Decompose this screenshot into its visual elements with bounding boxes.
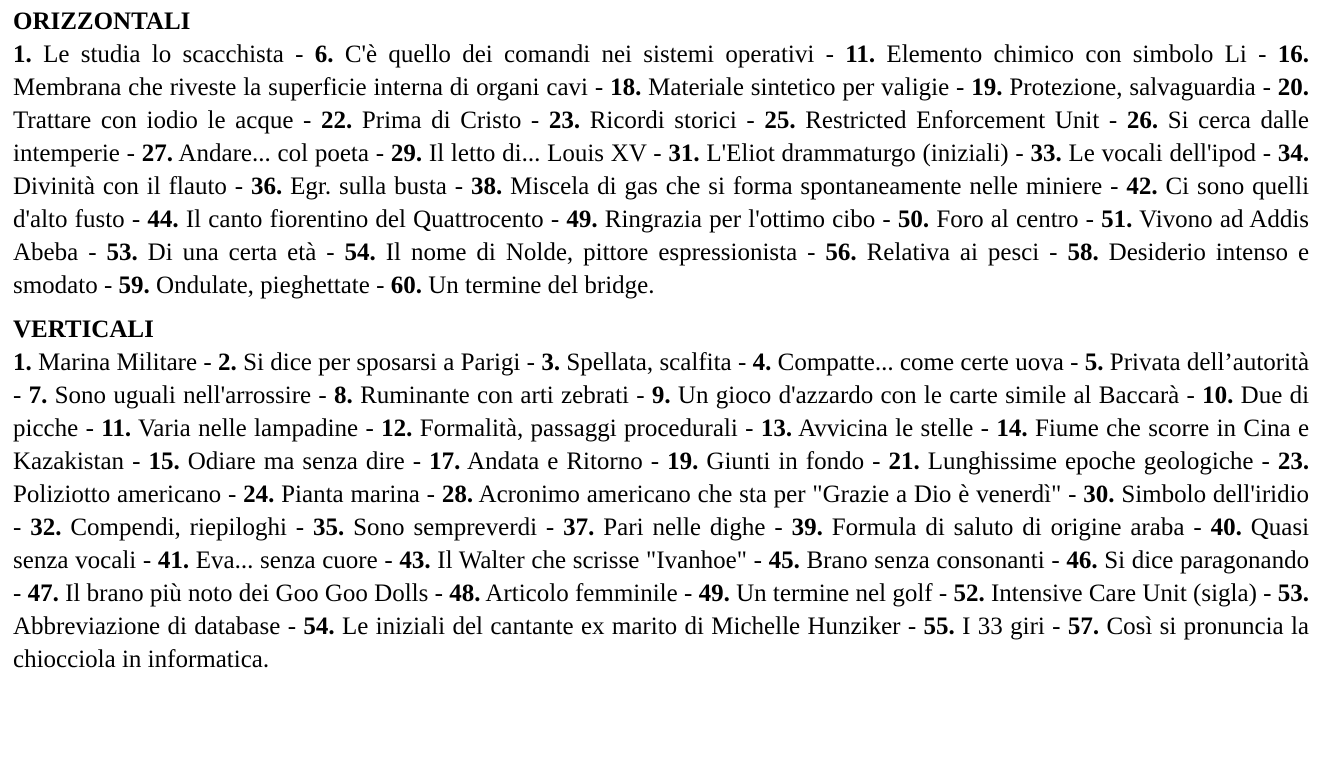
clue-number: 25.: [764, 107, 796, 134]
clue-number: 1.: [13, 41, 32, 68]
clue-text: Il brano più noto dei Goo Goo Dolls: [65, 580, 429, 607]
clue: [315, 41, 815, 68]
clue-text: Due di picche: [13, 382, 1310, 442]
clue-text: Il letto di... Louis XV: [428, 140, 647, 167]
clue-number: 40.: [1210, 514, 1242, 541]
clue-number: 51.: [1101, 206, 1133, 233]
clue-number: 38.: [471, 173, 503, 200]
clue: [147, 206, 543, 233]
clue-text: Avvicina le stelle: [798, 415, 974, 442]
clue-text: Intensive Care Unit (sigla): [990, 580, 1257, 607]
clue: [399, 547, 747, 574]
clue: [321, 107, 521, 134]
clue-text: Miscela di gas che si forma spontaneamente nelle miniere: [510, 173, 1103, 200]
clue-number: 55.: [923, 613, 955, 640]
clue-list-orizzontali: 1. Le studia lo scacchista - 6. C'è quello dei comandi nei sistemi operativi - 11. Elemento chimico con simbolo Li - 16. Membrana che riveste la superficie interna di organi cavi - 18. Materiale sintetico per valigie - 19. Protezione, salvaguardia - 20. Trattare con iodio le acque - 22. Prima di Cristo - 23. Ricordi storici - 25. Restricted Enforcement Unit - 26. Si cerca dalle intemperie - 27. Andare... col poeta - 29. Il letto di... Louis XV - 31. L'Eliot drammaturgo (iniziali) - 33. Le vocali dell'ipod - 34. Divinità con il flauto - 36. Egr. sulla busta - 38. Miscela di gas che si forma spontaneamente nelle miniere - 42. Ci sono quelli d'alto fusto - 44. Il canto fiorentino del Quattrocento - 49. Ringrazia per l'ottimo cibo - 50. Foro al centro - 51. Vivono ad Addis Abeba - 53. Di una certa età - 54. Il nome di Nolde, pittore espressionista - 56. Relativa ai pesci - 58. Desiderio intenso e smodato - 59. Ondulate, pieghettate - 60. Un termine del bridge.: [13, 41, 1310, 299]
clue: [391, 140, 647, 167]
clue: [792, 514, 1185, 541]
clue: [668, 140, 1008, 167]
clue-number: 60.: [390, 272, 422, 299]
clue-number: 1.: [13, 349, 32, 376]
clue-number: 45.: [768, 547, 800, 574]
clue-number: 47.: [27, 580, 59, 607]
clue-number: 4.: [752, 349, 772, 376]
clue-number: 22.: [320, 107, 353, 134]
clue-number: 7.: [28, 382, 48, 409]
clue: [541, 349, 731, 376]
clue: [845, 41, 1247, 68]
clue: [303, 613, 900, 640]
clue-text: Acronimo americano che sta per "Grazie a Dio è venerdì": [478, 481, 1062, 508]
clue-text: Foro al centro: [936, 206, 1079, 233]
clue-text: Poliziotto americano: [13, 481, 222, 508]
clue-number: 43.: [399, 547, 431, 574]
clue: [563, 514, 765, 541]
clue: [1066, 547, 1309, 574]
clue-text: Formalità, passaggi procedurali: [419, 415, 738, 442]
clue-number: 8.: [334, 382, 353, 409]
clue-number: 19.: [971, 74, 1003, 101]
clue: [158, 547, 378, 574]
clue-text: Marina Militare: [38, 349, 198, 376]
clue-text: Compatte... come certe uova: [777, 349, 1064, 376]
clue-number: 24.: [243, 481, 275, 508]
clue-text: Materiale sintetico per valigie: [648, 74, 950, 101]
clue-number: 57.: [1067, 613, 1100, 640]
clue: [106, 239, 316, 266]
clue-number: 53.: [106, 239, 138, 266]
clue-text: Le studia lo scacchista: [43, 41, 284, 68]
clue-number: 33.: [1030, 140, 1062, 167]
clue-number: 18.: [610, 74, 642, 101]
section-orizzontali: [13, 6, 1309, 302]
clue-text: C'è quello dei comandi nei sistemi operativi: [344, 41, 815, 68]
clue-number: 48.: [449, 580, 481, 607]
clue: [442, 481, 1061, 508]
clue-text: Sono uguali nell'arrossire: [54, 382, 312, 409]
clue-text: Prima di Cristo: [361, 107, 522, 134]
clue-list-verticali: 1. Marina Militare - 2. Si dice per sposarsi a Parigi - 3. Spellata, scalfita - 4. Compatte... come certe uova - 5. Privata dell’autorità - 7. Sono uguali nell'arrossire - 8. Ruminante con arti zebrati - 9. Un gioco d'azzardo con le carte simile al Baccarà - 10. Due di picche - 11. Varia nelle lampadine - 12. Formalità, passaggi procedurali - 13. Avvicina le stelle - 14. Fiume che scorre in Cina e Kazakistan - 15. Odiare ma senza dire - 17. Andata e Ritorno - 19. Giunti in fondo - 21. Lunghissime epoche geologiche - 23. Poliziotto americano - 24. Pianta marina - 28. Acronimo americano che sta per "Grazie a Dio è venerdì" - 30. Simbolo dell'iridio - 32. Compendi, riepiloghi - 35. Sono sempreverdi - 37. Pari nelle dighe - 39. Formula di saluto di origine araba - 40. Quasi senza vocali - 41. Eva... senza cuore - 43. Il Walter che scrisse "Ivanhoe" - 45. Brano senza consonanti - 46. Si dice paragonando - 47. Il brano più noto dei Goo Goo Dolls - 48. Articolo femminile - 49. Un termine nel golf - 52. Intensive Care Unit (sigla) - 53. Abbreviazione di database - 54. Le iniziali del cantante ex marito di Michelle Hunziker - 55. I 33 giri - 57. Così si pronuncia la chiocciola in informatica.: [13, 349, 1310, 673]
clue: [119, 272, 370, 299]
clue-number: 5.: [1084, 349, 1104, 376]
clue: [381, 415, 738, 442]
clue-text: Membrana che riveste la superficie interna di organi cavi: [13, 74, 589, 101]
clue: [699, 580, 933, 607]
clue-text: Si cerca dalle intemperie: [13, 107, 1310, 167]
section-title-orizzontali: ORIZZONTALI: [13, 8, 191, 35]
clue: [243, 481, 420, 508]
clue-number: 19.: [667, 448, 699, 475]
clue: [334, 382, 629, 409]
clue-text: Giunti in fondo: [706, 448, 865, 475]
clue-text: Quasi senza vocali: [13, 514, 1310, 574]
clue-text: Protezione, salvaguardia: [1009, 74, 1256, 101]
clue: [251, 173, 447, 200]
clue-text: Eva... senza cuore: [195, 547, 378, 574]
clue-number: 11.: [101, 415, 132, 442]
clue: [29, 382, 312, 409]
clue-text: Compendi, riepiloghi: [70, 514, 287, 541]
clue-number: 49.: [698, 580, 730, 607]
clue-number: 13.: [760, 415, 793, 442]
clue: [761, 415, 973, 442]
clue-text: Simbolo dell'iridio: [1121, 481, 1310, 508]
clue-text: Il canto fiorentino del Quattrocento: [185, 206, 544, 233]
section-title-verticali: VERTICALI: [13, 316, 154, 343]
clue-number: 10.: [1202, 382, 1234, 409]
clue-text: Spellata, scalfita: [566, 349, 732, 376]
clue: [30, 514, 287, 541]
clue: [753, 349, 1064, 376]
clue-text: Articolo femminile: [485, 580, 678, 607]
clue-number: 17.: [429, 448, 461, 475]
clue-text: Lunghissime epoche geologiche: [927, 448, 1254, 475]
clue: [449, 580, 677, 607]
clue-text: Ringrazia per l'ottimo cibo: [604, 206, 876, 233]
clue-number: 46.: [1066, 547, 1098, 574]
clue: [1083, 481, 1309, 508]
clue-number: 34.: [1277, 140, 1310, 167]
clue-number: 56.: [825, 239, 857, 266]
clue-number: 23.: [548, 107, 581, 134]
clue-text: Ci sono quelli d'alto fusto: [13, 173, 1310, 233]
clue: [764, 107, 1099, 134]
clue-text: Un termine nel golf: [736, 580, 933, 607]
clue: [566, 206, 875, 233]
clue: [898, 206, 1079, 233]
clue-number: 42.: [1126, 173, 1158, 200]
clue-text: Vivono ad Addis Abeba: [13, 206, 1309, 266]
clue-text: Pari nelle dighe: [603, 514, 766, 541]
clue: [345, 239, 798, 266]
clue: [924, 613, 1045, 640]
clue-text: Il nome di Nolde, pittore espressionista: [385, 239, 798, 266]
clue-number: 36.: [251, 173, 283, 200]
clue-text: Ondulate, pieghettate: [156, 272, 370, 299]
section-verticali: [13, 314, 1309, 676]
clue-text: Si dice paragonando: [1104, 547, 1310, 574]
clue: [313, 514, 537, 541]
clue-text: Un gioco d'azzardo con le carte simile al Baccarà: [677, 382, 1180, 409]
clue-number: 11.: [845, 41, 876, 68]
clue-text: Egr. sulla busta: [290, 173, 447, 200]
clue: [142, 140, 369, 167]
clue: [101, 415, 358, 442]
clue: [218, 349, 520, 376]
clue: [667, 448, 864, 475]
clue-number: 12.: [381, 415, 413, 442]
clue-number: 49.: [566, 206, 598, 233]
clue-text: Di una certa età: [147, 239, 317, 266]
clue: [148, 448, 404, 475]
clue-text: I 33 giri: [962, 613, 1045, 640]
clue-text: Trattare con iodio le acque: [13, 107, 294, 134]
clue-text: Brano senza consonanti: [806, 547, 1045, 574]
clue-number: 29.: [390, 140, 423, 167]
clue-number: 28.: [441, 481, 474, 508]
clue: [971, 74, 1255, 101]
clue: [825, 239, 1039, 266]
clue: [13, 41, 284, 68]
clue-text: Divinità con il flauto: [13, 173, 227, 200]
clue-text: Elemento chimico con simbolo Li: [886, 41, 1247, 68]
clue: [652, 382, 1179, 409]
clue-number: 21.: [888, 448, 920, 475]
clue: [1030, 140, 1255, 167]
clue-text: Il Walter che scrisse "Ivanhoe": [437, 547, 747, 574]
clue-number: 32.: [30, 514, 62, 541]
clue-number: 54.: [344, 239, 376, 266]
clue-number: 41.: [157, 547, 190, 574]
clue-text: Fiume che scorre in Cina e Kazakistan: [13, 415, 1310, 475]
clue-text: Privata dell’autorità: [1109, 349, 1310, 376]
clue-text: L'Eliot drammaturgo (iniziali): [706, 140, 1009, 167]
clue-number: 30.: [1083, 481, 1115, 508]
clue-number: 52.: [953, 580, 985, 607]
clue-text: Ricordi storici: [589, 107, 737, 134]
clue-text: Varia nelle lampadine: [138, 415, 359, 442]
clue-text: Relativa ai pesci: [866, 239, 1040, 266]
clue-number: 27.: [141, 140, 174, 167]
clue-number: 26.: [1126, 107, 1159, 134]
clue-text: Si dice per sposarsi a Parigi: [243, 349, 521, 376]
clue-text: Un termine del bridge.: [428, 272, 655, 299]
clue-number: 35.: [313, 514, 345, 541]
clue-text: Le vocali dell'ipod: [1068, 140, 1256, 167]
clue-text: Così si pronuncia la chiocciola in informatica.: [13, 613, 1310, 673]
clue-text: Desiderio intenso e smodato: [13, 239, 1310, 299]
clue: [391, 272, 655, 299]
clue-number: 50.: [897, 206, 930, 233]
clue-number: 44.: [147, 206, 179, 233]
clue-number: 15.: [148, 448, 180, 475]
clue-number: 3.: [541, 349, 561, 376]
clue-text: Abbreviazione di database: [13, 613, 281, 640]
crossword-clues-page: [13, 6, 1309, 676]
clue-text: Andare... col poeta: [178, 140, 369, 167]
clue-number: 39.: [791, 514, 823, 541]
clue-text: Formula di saluto di origine araba: [831, 514, 1185, 541]
clue-text: Odiare ma senza dire: [187, 448, 405, 475]
clue-text: Pianta marina: [281, 481, 420, 508]
clue: [28, 580, 429, 607]
clue-number: 37.: [563, 514, 595, 541]
clue-number: 2.: [218, 349, 237, 376]
clue: [13, 349, 197, 376]
clue: [549, 107, 737, 134]
clue-number: 6.: [314, 41, 334, 68]
clue-number: 54.: [303, 613, 335, 640]
clue-text: Restricted Enforcement Unit: [805, 107, 1100, 134]
clue-number: 58.: [1067, 239, 1099, 266]
clue-number: 31.: [668, 140, 700, 167]
clue-number: 14.: [996, 415, 1028, 442]
clue-text: Le iniziali del cantante ex marito di Michelle Hunziker: [341, 613, 901, 640]
clue-text: Andata e Ritorno: [467, 448, 643, 475]
clue: [953, 580, 1256, 607]
clue: [610, 74, 949, 101]
clue: [471, 173, 1102, 200]
clue: [889, 448, 1254, 475]
clue-number: 53.: [1277, 580, 1310, 607]
clue: [769, 547, 1045, 574]
clue: [1085, 349, 1309, 376]
clue-number: 20.: [1277, 74, 1309, 101]
clue-text: Ruminante con arti zebrati: [360, 382, 630, 409]
clue-number: 23.: [1277, 448, 1310, 475]
clue-number: 9.: [651, 382, 671, 409]
clue-number: 16.: [1277, 41, 1310, 68]
clue-number: 59.: [118, 272, 150, 299]
clue: [429, 448, 643, 475]
clue-text: Sono sempreverdi: [353, 514, 538, 541]
